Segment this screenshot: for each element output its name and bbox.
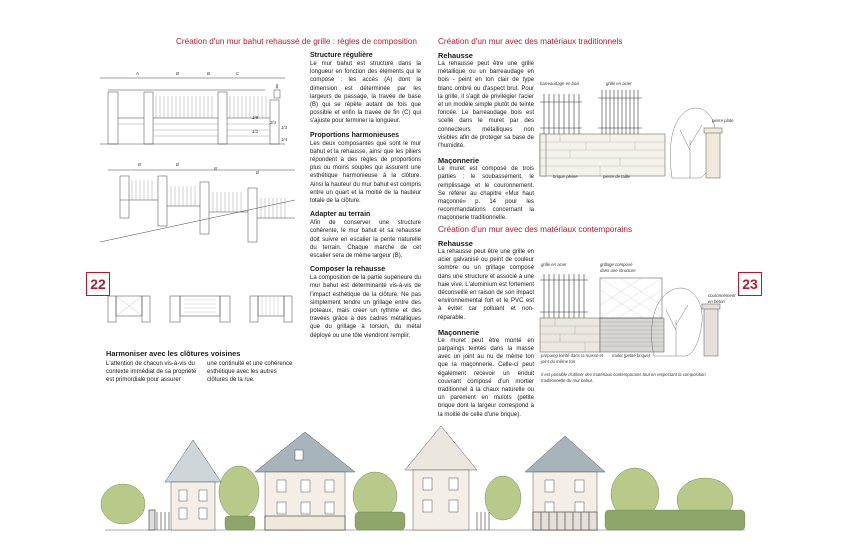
section-heading: Proportions harmonieuses [310, 131, 400, 139]
label-b6: B [256, 170, 259, 175]
maconnerie-heading: Maçonnerie [438, 327, 480, 337]
maconnerie-text: Le muret peut être monté en parpaings teintés dans la masse avec un joint au nu de même ton que la maçonnerie. Celle-ci peut également recevoir un enduit couvrant composé d'un mortier traditionnel à la chaux naturelle ou un parement en mulots (petite brique dont la largeur correspond à la moitié de celle d'une brique). [438, 337, 534, 418]
label-grillage: grillage composé dans une structure [600, 262, 636, 273]
maconnerie-heading: Maçonnerie [438, 156, 480, 166]
rehausse-heading: Rehausse [438, 51, 473, 60]
label-barreaudage: barreaudage en bois [540, 81, 580, 86]
section-text: Les deux composantes que sont le mur bahut et la rehausse, ainsi que les piliers répondent à des règles de proportions plus ou moins souples qui assurent une esthétique harmonieuse à la clôture. Ainsi la hauteur du mur bahut est compris entre un quart et la moitié de la hauteur totale de la clôture. [310, 140, 421, 205]
label-a: A [136, 71, 139, 76]
dim-4: 1/4 [281, 137, 287, 142]
page-number-right: 23 [738, 272, 762, 296]
label-pierre-plate: pierre plate [712, 118, 734, 123]
label-b4: B [176, 162, 179, 167]
section-text: La composition de la partie supérieure du mur bahut est déterminante vis-à-vis de l'impact esthétique de la clôture. Ne pas simplement tendre un grillage entre des poteaux, mais créer un rythme et des travées grâce à des cadres métalliques que du grillage à torsion, du métal déployé ou une tôle viendront remplir. [310, 275, 421, 339]
left-text-column [310, 51, 421, 340]
dim-3: 1/3 [281, 125, 287, 130]
label-b2: B [207, 71, 210, 76]
label-parpaing: parpaing teinté dans la masse et joint du même ton [541, 353, 604, 364]
contemporary-fence-illustration [540, 260, 730, 365]
harmoniser-text-col2: une continuité et une cohérence esthétique avec les autres clôtures de la rue. [207, 361, 293, 384]
maconnerie-text: Le muret est composé de trois parties : le soubassement, le remplissage et le couronnement. Se référer au chapitre «Mur haut maçonné» p. 14 pour les recommandations concernant la maçonnerie traditionnelle. [438, 166, 534, 222]
contemporary-title: Création d'un mur avec des matériaux contemporains [438, 225, 633, 234]
section-heading: Adapter au terrain [310, 211, 371, 219]
left-page-title: Création d'un mur bahut rehaussé de grille : règles de composition [176, 37, 417, 46]
section-text: Le mur bahut est structuré dans la longueur en fonction des éléments qui le compose : les accès (A) dont la dimension est déterminée par les largeurs de passage, la travée de base (B) qui se répète autant de fois que possible et enfin la travée de fin (C) qui s'ajuste pour terminer la longueur. [310, 61, 421, 125]
traditional-title: Création d'un mur avec des matériaux traditionnels [438, 37, 623, 46]
label-b5: B [214, 166, 217, 171]
label-pierre-de-taille: pierre de taille [603, 174, 630, 179]
elevation-diagram [100, 60, 300, 300]
traditional-text [438, 51, 534, 223]
dim-2: 1/2 [252, 129, 258, 134]
traditional-fence-illustration [540, 80, 730, 185]
label-brique-pleine: brique pleine [553, 174, 578, 179]
label-b1: B [176, 71, 179, 76]
harmoniser-text-col1: L'attention de chacun vis-à-vis du contexte immédiat de sa propriété est primordiale pour assurer [106, 361, 197, 384]
rehausse-text: La rehausse peut être une grille en acier galvanisé ou peint de couleur sombre ou un grillage composé dans une structure et associé à une haie vive. L'aluminium est fortement déconseillé en raison de son impact environnemental fort et le PVC est à éviter car polluant et non-réparable. [438, 249, 534, 321]
section-text: Afin de conserver une structure cohérente, le mur bahut et sa rehausse doit suivre en escalier la pente naturelle du terrain. Chaque marche de cet escalier sera de même largeur (B). [310, 220, 421, 260]
street-panorama-illustration [105, 412, 745, 534]
contemporary-text [438, 239, 534, 419]
label-grille-acier: grille en acier [541, 262, 567, 267]
harmoniser-heading: Harmoniser avec les clôtures voisines [106, 349, 241, 358]
contemporary-caption: Il est possible d'utiliser des matériaux contemporains tout en respectant la composition traditionnelle du mur bahut. [541, 372, 706, 383]
section-heading: Composer la rehausse [310, 266, 386, 274]
section-heading: Structure régulière [310, 52, 373, 59]
label-b3: B [138, 162, 141, 167]
page-number-left: 22 [86, 272, 110, 296]
label-grille: grille en acier [606, 81, 632, 86]
dim-5: 2/3 [270, 120, 276, 125]
dim-1: 1/8 [252, 115, 258, 120]
rehausse-text: La rehausse peut être une grille métallique ou un barreaudage en bois - peint en ton clair de type blanc ombré ou d'aspect brut. Pour la grille, il s'agit de privilégier l'acier et un modèle simple plutôt de teinte foncée. Le barreaudage bois est scellé dans le muret par des connecteurs métalliques non visibles afin de protéger sa base de l'humidité. [438, 61, 534, 150]
label-mulot: mulot (petite brique) [612, 353, 651, 358]
label-couronnement: couronnement en béton [708, 293, 736, 304]
label-c: C [236, 71, 240, 76]
rehausse-heading: Rehausse [438, 239, 473, 248]
